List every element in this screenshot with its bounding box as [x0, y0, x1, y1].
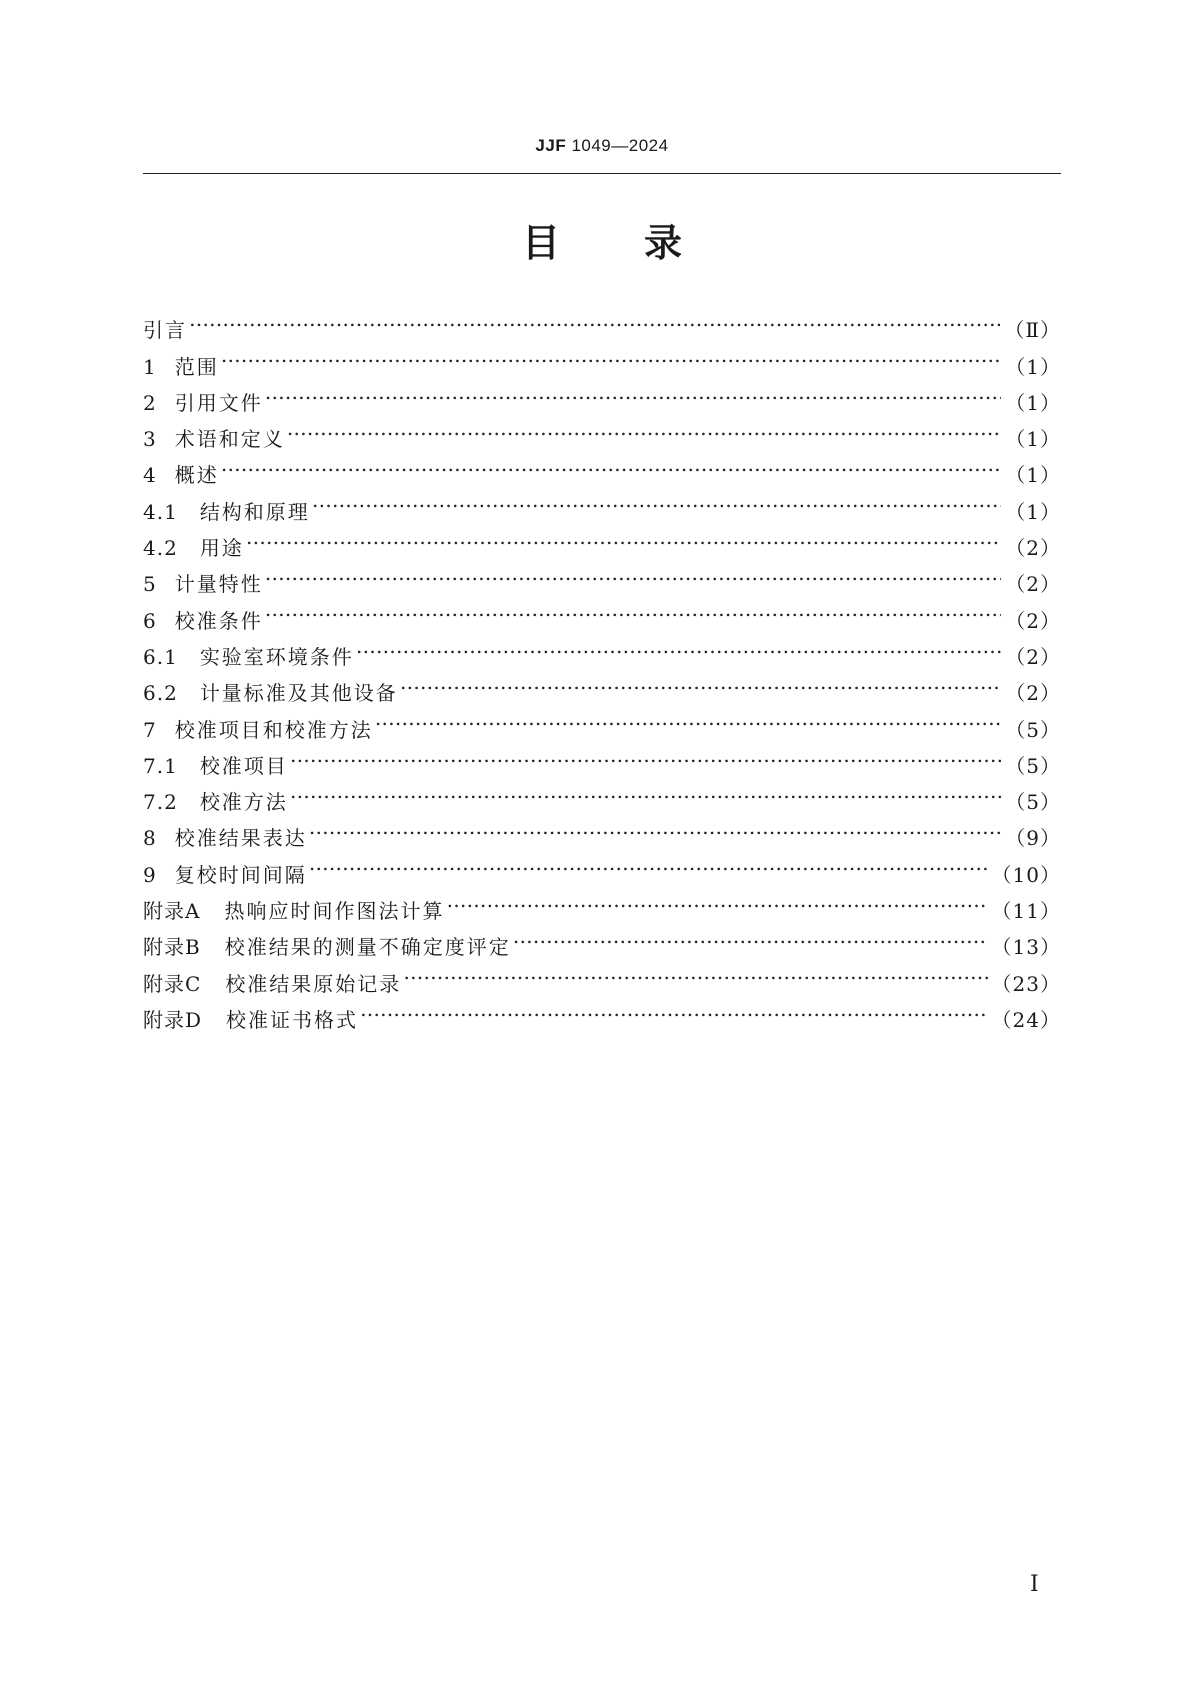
toc-entry-3[interactable] [143, 410, 1061, 452]
toc-title [143, 218, 1061, 268]
toc-entry-label: 复校时间间隔 [174, 862, 307, 887]
toc-entry-label: 校准条件 [174, 608, 263, 633]
toc-entry-page: （5） [1005, 717, 1061, 742]
toc-entry-number: 附录B [143, 935, 201, 960]
toc-entry-label: 结构和原理 [199, 499, 310, 524]
table-of-contents [143, 301, 1061, 1032]
toc-title-char-1: 目 [521, 221, 560, 265]
toc-entry-label: 校准结果表达 [174, 826, 307, 851]
toc-title-char-2: 录 [644, 221, 683, 265]
toc-entry-label: 引言 [143, 318, 187, 343]
toc-entry-number: 附录C [143, 971, 202, 996]
toc-entry-label: 校准项目 [199, 753, 288, 778]
toc-leader-dots [309, 845, 988, 881]
toc-entry-page: （5） [1005, 790, 1061, 815]
toc-entry-page: （1） [1005, 463, 1061, 488]
toc-entry-label: 热响应时间作图法计算 [224, 899, 445, 924]
document-code-prefix: JJF [535, 136, 567, 155]
toc-entry-page: （1） [1005, 390, 1061, 415]
toc-entry-page: （24） [991, 1007, 1061, 1032]
toc-entry-6-1[interactable] [143, 628, 1061, 669]
toc-leader-dots [265, 591, 1002, 627]
toc-entry-foreword[interactable] [143, 301, 1061, 343]
toc-entry-page: （1） [1005, 427, 1061, 452]
toc-leader-dots [290, 773, 1001, 809]
toc-entry-page: （2） [1005, 644, 1061, 669]
toc-entry-number: 7 [143, 717, 157, 742]
toc-entry-number: 4.2 [143, 536, 178, 561]
toc-leader-dots [290, 737, 1001, 773]
document-code-header [143, 136, 1061, 156]
toc-entry-page: （5） [1005, 753, 1061, 778]
toc-entry-label: 校准结果的测量不确定度评定 [224, 935, 511, 960]
toc-entry-2[interactable] [143, 374, 1061, 415]
toc-entry-label: 计量标准及其他设备 [199, 681, 398, 706]
toc-leader-dots [356, 628, 1001, 664]
toc-entry-label: 引用文件 [174, 390, 263, 415]
toc-entry-number: 9 [143, 862, 157, 887]
toc-entry-label: 校准结果原始记录 [225, 971, 402, 996]
toc-entry-page: （1） [1005, 354, 1061, 379]
toc-entry-label: 校准证书格式 [226, 1007, 359, 1032]
toc-entry-number: 8 [143, 826, 157, 851]
toc-leader-dots [403, 954, 987, 990]
toc-entry-page: （Ⅱ） [1004, 318, 1061, 343]
toc-entry-page: （2） [1005, 681, 1061, 706]
toc-entry-number: 1 [143, 354, 157, 379]
toc-entry-number: 4.1 [143, 499, 178, 524]
toc-entry-label: 计量特性 [174, 572, 263, 597]
toc-entry-number: 2 [143, 390, 157, 415]
toc-entry-label: 校准方法 [199, 790, 288, 815]
page-number: Ⅰ [1030, 1572, 1039, 1597]
toc-entry-number: 6.1 [143, 644, 178, 669]
toc-leader-dots [446, 882, 987, 918]
toc-leader-dots [221, 337, 1002, 373]
toc-entry-4-1[interactable] [143, 482, 1061, 524]
toc-entry-number: 4 [143, 463, 157, 488]
toc-leader-dots [513, 918, 988, 954]
toc-entry-number: 6 [143, 608, 157, 633]
toc-entry-5[interactable] [143, 555, 1061, 597]
toc-entry-number: 附录D [143, 1007, 203, 1032]
toc-entry-number: 6.2 [143, 681, 178, 706]
document-code-number: 1049—2024 [571, 136, 669, 155]
toc-entry-1[interactable] [143, 337, 1061, 379]
toc-entry-number: 5 [143, 572, 157, 597]
header-divider [143, 173, 1061, 174]
toc-entry-page: （2） [1005, 608, 1061, 633]
toc-entry-label: 校准项目和校准方法 [174, 717, 373, 742]
toc-entry-page: （23） [991, 971, 1061, 996]
toc-leader-dots [221, 446, 1002, 482]
toc-entry-number: 7.1 [143, 753, 178, 778]
toc-entry-page: （2） [1005, 536, 1061, 561]
toc-leader-dots [265, 555, 1002, 591]
toc-leader-dots [375, 700, 1002, 736]
toc-entry-number: 3 [143, 427, 157, 452]
toc-leader-dots [265, 374, 1002, 410]
toc-entry-label: 实验室环境条件 [199, 644, 354, 669]
toc-leader-dots [312, 482, 1001, 518]
toc-entry-page: （9） [1005, 826, 1061, 851]
toc-leader-dots [309, 809, 1002, 845]
toc-entry-page: （10） [991, 862, 1061, 887]
toc-entry-number: 7.2 [143, 790, 178, 815]
toc-entry-page: （1） [1005, 499, 1061, 524]
toc-leader-dots [246, 519, 1001, 555]
toc-entry-label: 用途 [199, 536, 244, 561]
toc-entry-label: 范围 [174, 354, 219, 379]
toc-entry-page: （2） [1005, 572, 1061, 597]
toc-entry-6[interactable] [143, 591, 1061, 633]
toc-entry-4-2[interactable] [143, 519, 1061, 561]
toc-leader-dots [360, 991, 988, 1027]
toc-entry-page: （11） [991, 899, 1061, 924]
toc-entry-page: （13） [991, 935, 1061, 960]
toc-entry-label: 术语和定义 [174, 427, 285, 452]
toc-entry-label: 概述 [174, 463, 219, 488]
toc-leader-dots [400, 664, 1001, 700]
toc-entry-number: 附录A [143, 899, 201, 924]
toc-leader-dots [287, 410, 1002, 446]
toc-entry-4[interactable] [143, 446, 1061, 488]
toc-leader-dots [189, 301, 1000, 337]
